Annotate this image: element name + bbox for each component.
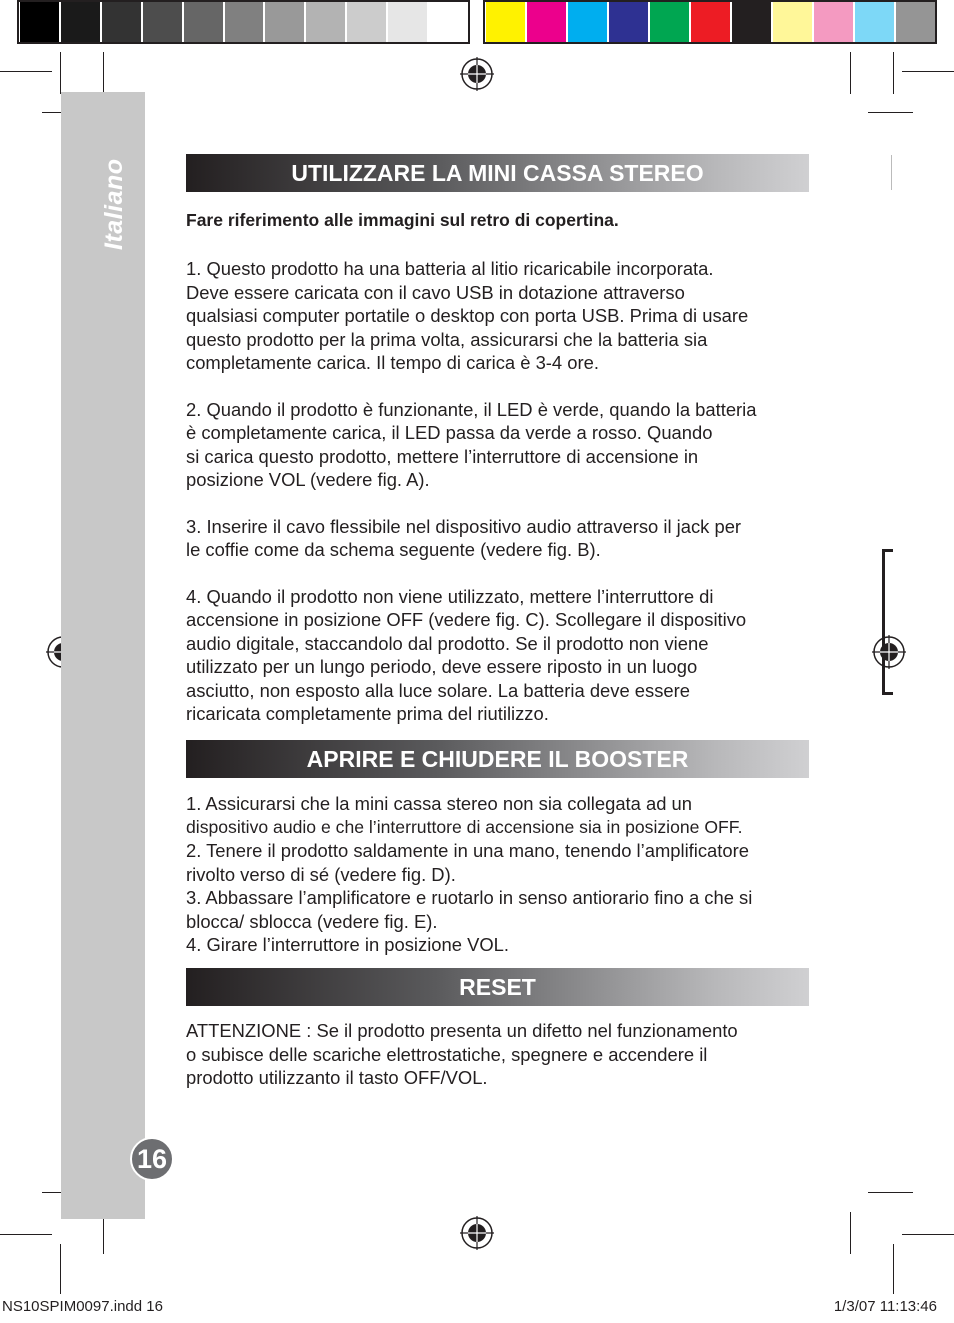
- section-heading-use: UTILIZZARE LA MINI CASSA STEREO: [186, 154, 809, 192]
- text-line: Deve essere caricata con il cavo USB in dotazione attraverso: [186, 281, 685, 303]
- registration-mark-icon: [872, 635, 906, 669]
- text-line: audio digitale, staccandolo dal prodotto. Se il prodotto non viene: [186, 632, 709, 654]
- instruction-paragraph-2: [186, 398, 809, 492]
- crop-mark: [902, 1234, 954, 1235]
- gray-bar-frame: [17, 0, 470, 44]
- text-line: blocca/ sblocca (vedere fig. E).: [186, 910, 438, 932]
- text-line: rivolto verso di sé (vedere fig. D).: [186, 863, 456, 885]
- instruction-paragraph-1: [186, 257, 809, 374]
- crop-mark: [893, 52, 894, 94]
- intro-note: Fare riferimento alle immagini sul retro di copertina.: [186, 210, 619, 230]
- text-line: è completamente carica, il LED passa da verde a rosso. Quando: [186, 422, 713, 444]
- main-content: [186, 154, 809, 1090]
- text-line: utilizzato per un lungo periodo, deve essere riposto in un luogo: [186, 656, 698, 678]
- text-line: qualsiasi computer portatile o desktop con porta USB. Prima di usare: [186, 305, 749, 327]
- booster-instructions: [186, 792, 809, 956]
- text-line: questo prodotto per la prima volta, assicurarsi che la batteria sia: [186, 328, 708, 350]
- instruction-paragraph-4: [186, 585, 809, 725]
- text-line: o subisce delle scariche elettrostatiche, spegnere e accendere il: [186, 1043, 708, 1065]
- text-line: 1. Assicurarsi che la mini cassa stereo non sia collegata ad un: [186, 793, 693, 815]
- text-line: ATTENZIONE : Se il prodotto presenta un difetto nel funzionamento: [186, 1020, 738, 1042]
- text-line: 1. Questo prodotto ha una batteria al litio ricaricabile incorporata.: [186, 258, 714, 280]
- section-heading-booster: APRIRE E CHIUDERE IL BOOSTER: [186, 740, 809, 778]
- crop-mark: [103, 52, 104, 94]
- instruction-paragraph-3: [186, 515, 809, 562]
- text-line: 4. Girare l’interruttore in posizione VOL.: [186, 933, 510, 955]
- fold-bracket: [882, 549, 893, 552]
- language-sidebar: [61, 92, 145, 1219]
- text-line: 4. Quando il prodotto non viene utilizzato, mettere l’interruttore di: [186, 586, 714, 608]
- text-line: completamente carica. Il tempo di carica è 3-4 ore.: [186, 352, 599, 374]
- crop-mark: [850, 1212, 851, 1254]
- crop-mark: [60, 1244, 61, 1294]
- text-line: asciutto, non esposto alla luce solare. La batteria deve essere: [186, 679, 691, 701]
- page-number-badge: 16: [130, 1137, 174, 1181]
- text-line: 3. Inserire il cavo flessibile nel dispositivo audio attraverso il jack per: [186, 515, 742, 537]
- registration-mark-icon: [460, 57, 494, 91]
- crop-mark: [850, 52, 851, 94]
- crop-mark: [60, 52, 61, 94]
- color-bar-frame: [483, 0, 937, 44]
- text-line: le coffie come da schema seguente (vedere fig. B).: [186, 539, 601, 561]
- fold-bracket: [882, 692, 893, 695]
- text-line: si carica questo prodotto, mettere l’interruttore di accensione in: [186, 445, 699, 467]
- text-line: 3. Abbassare l’amplificatore e ruotarlo in senso antiorario fino a che si: [186, 887, 753, 909]
- crop-mark: [0, 71, 52, 72]
- section-heading-reset: RESET: [186, 968, 809, 1006]
- text-line: accensione in posizione OFF (vedere fig. C). Scollegare il dispositivo: [186, 609, 747, 631]
- reset-instructions: [186, 1019, 809, 1089]
- crop-mark: [891, 155, 892, 190]
- file-slug: NS10SPIM0097.indd 16: [2, 1298, 163, 1315]
- crop-mark: [0, 1234, 52, 1235]
- language-label: Italiano: [100, 158, 128, 250]
- registration-mark-icon: [460, 1216, 494, 1250]
- text-line: dispositivo audio e che l’interruttore di accensione sia in posizione OFF.: [186, 816, 743, 837]
- text-line: posizione VOL (vedere fig. A).: [186, 469, 430, 491]
- text-line: prodotto utilizzanto il tasto OFF/VOL.: [186, 1067, 488, 1089]
- crop-mark: [902, 71, 954, 72]
- crop-mark: [868, 112, 913, 113]
- text-line: 2. Tenere il prodotto saldamente in una mano, tenendo l’amplificatore: [186, 840, 749, 862]
- fold-bracket: [882, 549, 885, 695]
- text-line: ricaricata completamente prima del riutilizzo.: [186, 703, 549, 725]
- crop-mark: [893, 1244, 894, 1294]
- timestamp-slug: 1/3/07 11:13:46: [833, 1298, 937, 1315]
- text-line: 2. Quando il prodotto è funzionante, il LED è verde, quando la batteria: [186, 398, 757, 420]
- crop-mark: [868, 1192, 913, 1193]
